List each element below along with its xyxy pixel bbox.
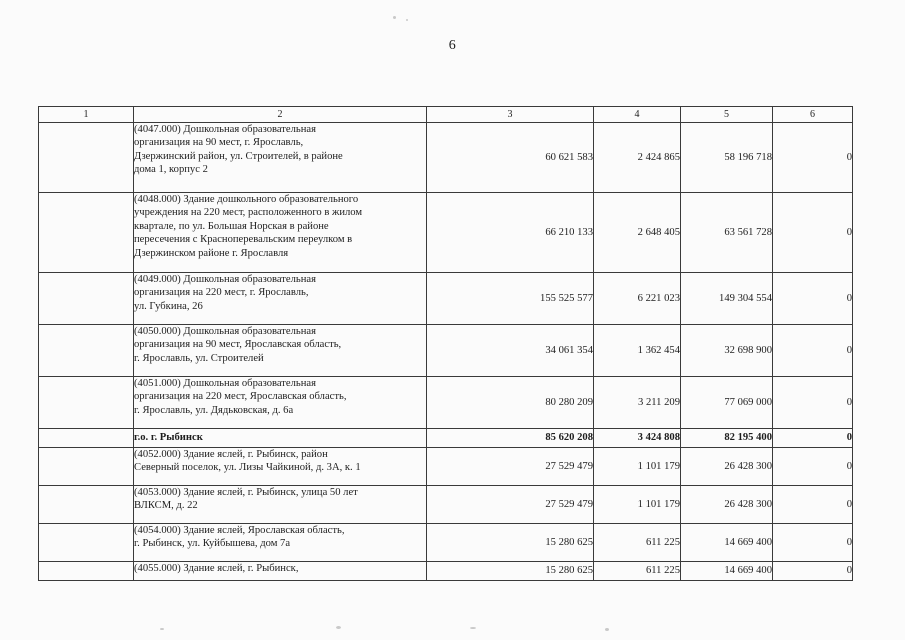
table-row (39, 562, 853, 581)
cell-amount-col-5: 14 669 400 (681, 524, 773, 562)
scan-speck (393, 16, 396, 19)
cell-col-1 (39, 524, 134, 562)
cell-amount-col-6: 0 (773, 562, 853, 581)
cell-amount-col-6: 0 (773, 486, 853, 524)
col-header-5: 5 (681, 107, 773, 123)
cell-amount-col-3: 27 529 479 (427, 486, 594, 524)
cell-amount-col-5: 26 428 300 (681, 486, 773, 524)
page-number: 6 (448, 38, 457, 53)
cell-col-1 (39, 448, 134, 486)
table-row (39, 377, 853, 429)
object-name-line: Северный поселок, ул. Лизы Чайкиной, д. 3А, к. 1 (134, 462, 361, 474)
col-header-1: 1 (39, 107, 134, 123)
cell-amount-col-4: 6 221 023 (594, 273, 681, 325)
table-row (39, 123, 853, 193)
cell-amount-col-3: 34 061 354 (427, 325, 594, 377)
cell-amount-col-5: 77 069 000 (681, 377, 773, 429)
cell-object-name (134, 524, 427, 562)
table-row (39, 325, 853, 377)
object-name-line: (4050.000) Дошкольная образовательная (134, 326, 316, 337)
cell-amount-col-3: 80 280 209 (427, 377, 594, 429)
cell-amount-col-4: 2 648 405 (594, 193, 681, 273)
table-body (39, 123, 853, 581)
cell-amount-col-6: 0 (773, 193, 853, 273)
object-name-line: дома 1, корпус 2 (134, 164, 208, 176)
budget-table (38, 106, 853, 581)
cell-amount-col-4: 1 362 454 (594, 325, 681, 377)
table-row (39, 524, 853, 562)
object-name-line: организация на 220 мест, Ярославская область, (134, 391, 347, 403)
cell-amount-col-5: 63 561 728 (681, 193, 773, 273)
cell-object-name (134, 486, 427, 524)
cell-amount-col-5: 26 428 300 (681, 448, 773, 486)
cell-amount-col-4: 3 211 209 (594, 377, 681, 429)
object-name-line: ВЛКСМ, д. 22 (134, 500, 198, 512)
table-row (39, 486, 853, 524)
object-name-line: пересечения с Красноперевальским переулком в (134, 234, 353, 246)
object-name-line: Дзержинский район, ул. Строителей, в районе (134, 150, 343, 162)
cell-amount-col-4: 2 424 865 (594, 123, 681, 193)
cell-amount-col-4: 1 101 179 (594, 486, 681, 524)
table-row (39, 448, 853, 486)
object-name-line: (4053.000) Здание яслей, г. Рыбинск, улица 50 лет (134, 487, 358, 498)
cell-amount-col-5: 58 196 718 (681, 123, 773, 193)
cell-amount-col-4: 611 225 (594, 562, 681, 581)
object-name-line: организация на 90 мест, Ярославская область, (134, 339, 342, 351)
cell-object-name (134, 123, 427, 193)
cell-object-name (134, 448, 427, 486)
cell-col-1 (39, 429, 134, 448)
cell-object-name (134, 193, 427, 273)
table-row (39, 193, 853, 273)
cell-amount-col-3: 155 525 577 (427, 273, 594, 325)
cell-col-1 (39, 562, 134, 581)
col-header-3: 3 (427, 107, 594, 123)
object-name-line: (4055.000) Здание яслей, г. Рыбинск, (134, 563, 299, 574)
object-name-line: Дзержинском районе г. Ярославля (134, 247, 289, 259)
cell-object-name (134, 325, 427, 377)
cell-amount-col-3: 85 620 208 (427, 429, 594, 448)
scan-speck (336, 626, 341, 629)
object-name-line: (4049.000) Дошкольная образовательная (134, 274, 316, 285)
object-name-line: организация на 220 мест, г. Ярославль, (134, 287, 309, 299)
cell-amount-col-3: 15 280 625 (427, 524, 594, 562)
object-name-line: (4054.000) Здание яслей, Ярославская область, (134, 525, 345, 536)
cell-col-1 (39, 377, 134, 429)
cell-object-name (134, 429, 427, 448)
cell-amount-col-4: 1 101 179 (594, 448, 681, 486)
cell-col-1 (39, 193, 134, 273)
cell-amount-col-3: 60 621 583 (427, 123, 594, 193)
col-header-4: 4 (594, 107, 681, 123)
cell-amount-col-5: 82 195 400 (681, 429, 773, 448)
cell-col-1 (39, 325, 134, 377)
object-name-line: г. Ярославль, ул. Дядьковская, д. 6а (134, 404, 294, 416)
cell-object-name (134, 562, 427, 581)
cell-amount-col-6: 0 (773, 524, 853, 562)
object-name-line: учреждения на 220 мест, расположенного в жилом (134, 207, 363, 219)
scan-speck (160, 628, 164, 630)
cell-amount-col-6: 0 (773, 429, 853, 448)
col-header-6: 6 (773, 107, 853, 123)
cell-amount-col-6: 0 (773, 377, 853, 429)
scan-speck (605, 628, 609, 631)
cell-amount-col-4: 3 424 808 (594, 429, 681, 448)
object-name-line: ул. Губкина, 26 (134, 300, 203, 312)
column-number-row (39, 107, 853, 123)
cell-amount-col-6: 0 (773, 273, 853, 325)
object-name-line: (4052.000) Здание яслей, г. Рыбинск, район (134, 449, 328, 460)
object-name-line: (4048.000) Здание дошкольного образовательного (134, 194, 359, 205)
cell-amount-col-3: 66 210 133 (427, 193, 594, 273)
scan-speck (406, 19, 408, 21)
object-name-line: г.о. г. Рыбинск (134, 432, 203, 443)
cell-amount-col-5: 149 304 554 (681, 273, 773, 325)
object-name-line: (4047.000) Дошкольная образовательная (134, 124, 316, 135)
cell-amount-col-3: 15 280 625 (427, 562, 594, 581)
cell-amount-col-6: 0 (773, 325, 853, 377)
object-name-line: г. Ярославль, ул. Строителей (134, 352, 264, 364)
subtotal-row (39, 429, 853, 448)
cell-object-name (134, 273, 427, 325)
cell-amount-col-5: 32 698 900 (681, 325, 773, 377)
scan-speck (470, 627, 476, 629)
cell-col-1 (39, 486, 134, 524)
cell-amount-col-4: 611 225 (594, 524, 681, 562)
cell-col-1 (39, 123, 134, 193)
cell-col-1 (39, 273, 134, 325)
object-name-line: (4051.000) Дошкольная образовательная (134, 378, 316, 389)
col-header-2: 2 (134, 107, 427, 123)
cell-object-name (134, 377, 427, 429)
object-name-line: организация на 90 мест, г. Ярославль, (134, 137, 304, 149)
cell-amount-col-6: 0 (773, 448, 853, 486)
cell-amount-col-5: 14 669 400 (681, 562, 773, 581)
cell-amount-col-3: 27 529 479 (427, 448, 594, 486)
object-name-line: г. Рыбинск, ул. Куйбышева, дом 7а (134, 538, 291, 550)
cell-amount-col-6: 0 (773, 123, 853, 193)
object-name-line: квартале, по ул. Большая Норская в районе (134, 220, 329, 232)
table-row (39, 273, 853, 325)
